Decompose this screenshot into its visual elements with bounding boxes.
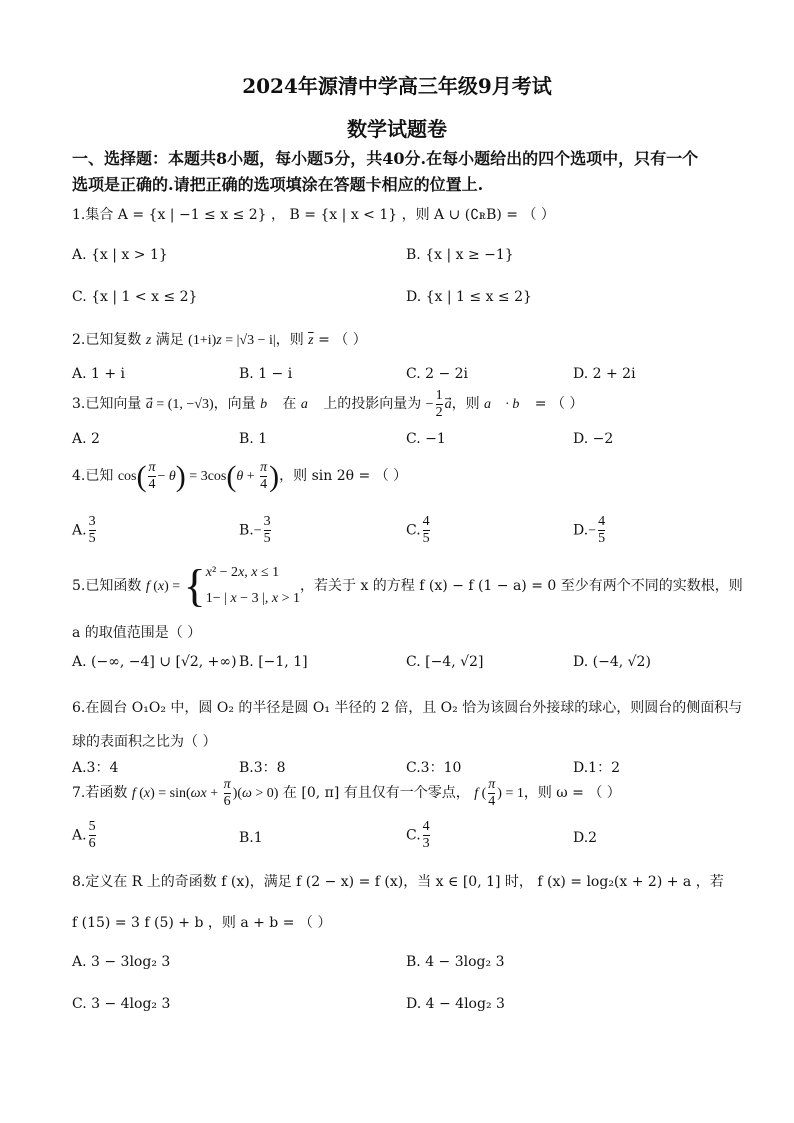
- q1-option-b: B. {x | x ≥ −1}: [406, 247, 514, 263]
- q8-option-d: D. 4 − 4log₂ 3: [406, 996, 505, 1012]
- q3-dot: a⃗ · b⃗: [484, 396, 531, 412]
- question-5-stem: [72, 560, 743, 612]
- question-2-stem: [72, 329, 367, 349]
- q7-option-d: D.2: [573, 830, 598, 846]
- q8-option-c: C. 3 − 4log₂ 3: [72, 996, 171, 1012]
- question-6-line2: 球的表面积之比为（ ）: [72, 734, 217, 750]
- q3-projection: − $\frac{1}{2}$ a: [425, 388, 452, 420]
- q3-text-f: = （ ）: [534, 395, 584, 412]
- q2-option-c: C. 2 − 2i: [406, 366, 469, 382]
- q3-vector-a: a⃗ = (1, −√3): [145, 396, 214, 412]
- exam-subtitle: 数学试题卷: [347, 117, 447, 141]
- q3-text-d: 上的投影向量为: [323, 395, 422, 412]
- question-8-line1: 8.定义在 R 上的奇函数 f (x)，满足 f (2 − x) = f (x)，当 x ∈ [0, 1] 时， f (x) = log₂(x + 2) + a ，若: [72, 874, 724, 890]
- q1-option-c: C. {x | 1 < x ≤ 2}: [72, 289, 198, 305]
- question-8-line2: f (15) = 3 f (5) + b ，则 a + b = （ ）: [72, 915, 332, 931]
- q4-option-b: B.− $\frac{3}{5}$: [239, 514, 271, 546]
- q7-option-b: B.1: [239, 830, 263, 846]
- q7-option-c: C. $\frac{4}{3}$: [406, 819, 430, 851]
- q8-option-b: B. 4 − 3log₂ 3: [406, 954, 505, 970]
- q2-option-b: B. 1 − i: [239, 366, 293, 382]
- q6-option-a: A.3：4: [72, 760, 119, 776]
- q2-text-c: ，则: [275, 332, 304, 348]
- q7-function: f (x) = sin(ωx + $\frac{\pi}{6}$ )(ω > 0): [131, 777, 279, 809]
- q1-option-a: A. {x | x > 1}: [72, 247, 168, 263]
- q3-vector-b: b⃗: [260, 396, 278, 412]
- q3-option-c: C. −1: [406, 431, 446, 447]
- q4-option-a: A. $\frac{3}{5}$: [72, 514, 96, 546]
- q2-option-a: A. 1 + i: [72, 366, 126, 382]
- q5-option-a: A. (−∞, −4] ∪ [√2, +∞): [72, 654, 237, 670]
- q1-option-d: D. {x | 1 ≤ x ≤ 2}: [406, 289, 532, 305]
- question-4-stem: [72, 460, 407, 494]
- q6-option-d: D.1：2: [573, 760, 620, 776]
- q7-text-b: 在 [0, π] 有且仅有一个零点，: [282, 784, 470, 801]
- exam-title: 2024年源清中学高三年级9月考试: [242, 74, 552, 98]
- q5-option-d: D. (−4, √2): [573, 654, 651, 670]
- question-6-line1: 6.在圆台 O₁O₂ 中，圆 O₂ 的半径是圆 O₁ 半径的 2 倍，且 O₂ 恰为该圆台外接球的球心，则圆台的侧面积与: [72, 700, 743, 716]
- q4-text-a: 4.已知: [72, 468, 114, 485]
- q2-var-z: z: [145, 333, 152, 348]
- q5-text-b: ，若关于 x 的方程 f (x) − f (1 − a) = 0 至少有两个不同的实数根，则: [300, 578, 743, 594]
- q2-text-b: 满足: [155, 332, 184, 348]
- q7-text-a: 7.若函数: [72, 784, 128, 801]
- q5-option-c: C. [−4, √2]: [406, 654, 484, 670]
- question-1-stem: 1.集合 A = {x | −1 ≤ x ≤ 2} ， B = {x | x < 1} ，则 A ∪ (∁ꭱB) = （ ）: [72, 207, 555, 223]
- q3-text-e: ，则: [451, 395, 480, 412]
- q7-text-c: ，则 ω = （ ）: [523, 784, 621, 801]
- section-heading-line2: 选项是正确的.请把正确的选项填涂在答题卡相应的位置上.: [72, 175, 484, 194]
- q4-equation: cos( $\frac{\pi}{4}$ − θ) = 3cos(θ + $\frac{\pi}{4}$ ): [117, 460, 280, 493]
- q3-text-c: 在: [282, 395, 297, 412]
- q2-equation: (1+i)z = |√3 − i|: [188, 333, 276, 348]
- q5-piecewise: f (x) =: [145, 579, 184, 594]
- q5-cases: x² − 2x, x ≤ 1 1− | x − 3 |, x > 1: [205, 565, 300, 606]
- q6-option-c: C.3：10: [406, 760, 462, 776]
- q3-option-d: D. −2: [573, 431, 614, 447]
- q3-text-b: ，向量: [213, 395, 256, 412]
- q5-text-a: 5.已知函数: [72, 578, 142, 594]
- question-7-stem: [72, 778, 621, 809]
- q4-text-b: ，则 sin 2θ = （ ）: [279, 468, 408, 485]
- q3-option-a: A. 2: [72, 431, 100, 447]
- q7-option-a: A. $\frac{5}{6}$: [72, 819, 96, 851]
- section-heading-line1: 一、选择题：本题共8小题，每小题5分，共40分.在每小题给出的四个选项中，只有一个: [72, 149, 699, 168]
- q2-text-a: 2.已知复数: [72, 332, 142, 348]
- question-5-line2: a 的取值范围是（ ）: [72, 625, 202, 641]
- q5-option-b: B. [−1, 1]: [239, 654, 308, 670]
- q4-option-c: C. $\frac{4}{5}$: [406, 514, 430, 546]
- q2-conj-z: $\overline{z}$: [308, 333, 314, 348]
- question-3-stem: [72, 389, 583, 420]
- q4-option-d: D.− $\frac{4}{5}$: [573, 514, 606, 546]
- q3-text-a: 3.已知向量: [72, 395, 142, 412]
- q3-option-b: B. 1: [239, 431, 268, 447]
- q6-option-b: B.3：8: [239, 760, 286, 776]
- q2-option-d: D. 2 + 2i: [573, 366, 636, 382]
- q5-brace: {: [183, 560, 206, 611]
- q3-vector-a2: a⃗: [300, 396, 319, 412]
- q2-text-d: = （ ）: [318, 332, 367, 348]
- q8-option-a: A. 3 − 3log₂ 3: [72, 954, 171, 970]
- q7-value: f ( $\frac{\pi}{4}$ ) = 1: [474, 777, 524, 809]
